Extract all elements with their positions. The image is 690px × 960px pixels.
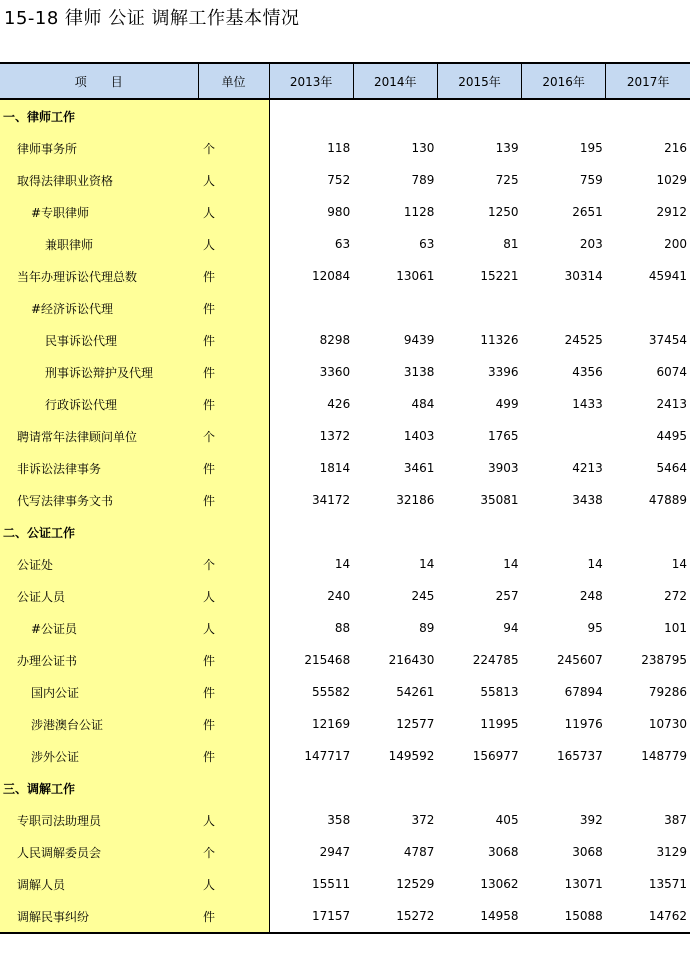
row-label: 涉港澳台公证 <box>0 708 198 740</box>
value-cell: 272 <box>664 589 687 603</box>
value-cell: 426 <box>327 397 351 411</box>
value-cell: 101 <box>664 621 687 635</box>
value-cell: 405 <box>495 813 519 827</box>
value-cell: 1029 <box>656 173 687 187</box>
table-row <box>0 420 690 452</box>
value-cell: 203 <box>579 237 603 251</box>
value-cell: 9439 <box>403 333 435 347</box>
unit-cell: 件 <box>198 452 269 484</box>
value-cell: 15272 <box>353 900 437 933</box>
value-cell: 4495 <box>656 429 687 443</box>
value-cell: 12529 <box>396 877 435 891</box>
value-cell: 11976 <box>564 717 603 731</box>
header-unit: 单位 <box>198 63 269 99</box>
row-label: 民事诉讼代理 <box>0 324 198 356</box>
unit-cell: 人 <box>198 804 269 836</box>
value-cell: 14 <box>334 557 351 571</box>
value-cell: 63 <box>334 237 351 251</box>
row-label: 调解民事纠纷 <box>0 900 198 933</box>
value-cell <box>269 772 353 804</box>
unit-cell: 人 <box>198 612 269 644</box>
unit-cell <box>198 516 269 548</box>
value-cell: 88 <box>334 621 351 635</box>
value-cell: 3068 <box>488 845 519 859</box>
unit-cell: 件 <box>198 708 269 740</box>
value-cell: 13071 <box>564 877 603 891</box>
section-label: 二、公证工作 <box>0 516 198 548</box>
value-cell: 1433 <box>572 397 603 411</box>
row-label: 取得法律职业资格 <box>0 164 198 196</box>
value-cell: 752 <box>327 173 351 187</box>
value-cell <box>437 99 521 132</box>
value-cell: 13571 <box>648 877 687 891</box>
unit-cell: 件 <box>198 740 269 772</box>
value-cell: 147717 <box>304 749 351 763</box>
value-cell <box>353 516 437 548</box>
value-cell: 13061 <box>396 269 435 283</box>
value-cell: 5464 <box>656 461 687 475</box>
value-cell: 2947 <box>319 845 351 859</box>
value-cell <box>606 772 690 804</box>
table-row <box>0 580 690 612</box>
row-label: 代写法律事务文书 <box>0 484 198 516</box>
unit-cell: 件 <box>198 676 269 708</box>
value-cell: 3360 <box>319 365 351 379</box>
value-cell: 725 <box>495 173 519 187</box>
value-cell: 387 <box>664 813 687 827</box>
section-label: 一、律师工作 <box>0 99 198 132</box>
row-label: #公证员 <box>0 612 198 644</box>
value-cell <box>353 292 437 324</box>
section-row <box>0 772 690 804</box>
value-cell: 15511 <box>312 877 351 891</box>
value-cell: 2912 <box>656 205 687 219</box>
value-cell <box>353 99 437 132</box>
value-cell <box>522 516 606 548</box>
header-year-2013: 2013年 <box>269 63 353 99</box>
table-row <box>0 388 690 420</box>
value-cell: 12169 <box>312 717 351 731</box>
table-row <box>0 260 690 292</box>
header-year-2017: 2017年 <box>606 63 690 99</box>
value-cell: 499 <box>495 397 519 411</box>
value-cell: 24525 <box>564 333 603 347</box>
unit-cell: 件 <box>198 356 269 388</box>
value-cell <box>269 292 353 324</box>
unit-cell: 人 <box>198 196 269 228</box>
row-label: #专职律师 <box>0 196 198 228</box>
value-cell: 248 <box>579 589 603 603</box>
table-row <box>0 164 690 196</box>
unit-cell: 个 <box>198 420 269 452</box>
value-cell: 216 <box>664 141 687 155</box>
value-cell: 4356 <box>572 365 603 379</box>
value-cell: 372 <box>411 813 435 827</box>
value-cell: 12084 <box>312 269 351 283</box>
value-cell: 245 <box>411 589 435 603</box>
value-cell: 89 <box>419 621 435 635</box>
value-cell: 47889 <box>648 493 687 507</box>
value-cell <box>606 99 690 132</box>
unit-cell: 件 <box>198 292 269 324</box>
value-cell: 6074 <box>656 365 687 379</box>
value-cell: 3129 <box>656 845 687 859</box>
table-row <box>0 484 690 516</box>
unit-cell: 件 <box>198 484 269 516</box>
value-cell: 11326 <box>480 333 519 347</box>
value-cell: 1128 <box>403 205 435 219</box>
table-row <box>0 644 690 676</box>
value-cell <box>353 772 437 804</box>
value-cell: 63 <box>419 237 435 251</box>
page-title: 15-18 律师 公证 调解工作基本情况 <box>4 8 300 29</box>
value-cell <box>437 292 521 324</box>
value-cell <box>522 99 606 132</box>
unit-cell <box>198 772 269 804</box>
value-cell: 1250 <box>488 205 519 219</box>
header-item: 项 目 <box>0 63 198 99</box>
value-cell: 240 <box>327 589 351 603</box>
unit-cell <box>198 99 269 132</box>
row-label: 国内公证 <box>0 676 198 708</box>
unit-cell: 件 <box>198 644 269 676</box>
value-cell: 245607 <box>556 653 603 667</box>
value-cell <box>437 516 521 548</box>
value-cell <box>522 292 606 324</box>
stats-table <box>0 62 690 934</box>
value-cell: 1814 <box>319 461 351 475</box>
value-cell: 13062 <box>480 877 519 891</box>
unit-cell: 件 <box>198 260 269 292</box>
value-cell: 79286 <box>648 685 687 699</box>
table-row <box>0 548 690 580</box>
row-label: 公证处 <box>0 548 198 580</box>
table-row <box>0 676 690 708</box>
unit-cell: 人 <box>198 580 269 612</box>
value-cell: 35081 <box>480 493 519 507</box>
value-cell: 149592 <box>388 749 435 763</box>
value-cell: 55582 <box>312 685 351 699</box>
table-row <box>0 452 690 484</box>
value-cell: 34172 <box>312 493 351 507</box>
value-cell: 3438 <box>572 493 603 507</box>
unit-cell: 人 <box>198 228 269 260</box>
row-label: 人民调解委员会 <box>0 836 198 868</box>
value-cell: 216430 <box>388 653 435 667</box>
row-label: 刑事诉讼辩护及代理 <box>0 356 198 388</box>
value-cell: 14762 <box>606 900 690 933</box>
value-cell: 14958 <box>437 900 521 933</box>
value-cell: 980 <box>327 205 351 219</box>
value-cell <box>437 772 521 804</box>
value-cell <box>522 772 606 804</box>
value-cell: 17157 <box>269 900 353 933</box>
table-row <box>0 132 690 164</box>
value-cell: 257 <box>495 589 519 603</box>
value-cell: 238795 <box>641 653 687 667</box>
value-cell: 3461 <box>403 461 435 475</box>
value-cell <box>269 99 353 132</box>
value-cell: 37454 <box>648 333 687 347</box>
value-cell: 4213 <box>572 461 603 475</box>
row-label: 非诉讼法律事务 <box>0 452 198 484</box>
header-year-2016: 2016年 <box>522 63 606 99</box>
value-cell: 2413 <box>656 397 687 411</box>
row-label: 律师事务所 <box>0 132 198 164</box>
value-cell: 3138 <box>403 365 435 379</box>
value-cell: 12577 <box>396 717 435 731</box>
unit-cell: 个 <box>198 132 269 164</box>
value-cell <box>606 292 690 324</box>
value-cell: 55813 <box>480 685 519 699</box>
row-label: 聘请常年法律顾问单位 <box>0 420 198 452</box>
value-cell: 358 <box>327 813 351 827</box>
header-row <box>0 63 690 99</box>
value-cell: 156977 <box>472 749 519 763</box>
table-row <box>0 804 690 836</box>
value-cell: 3068 <box>572 845 603 859</box>
value-cell: 67894 <box>564 685 603 699</box>
section-label: 三、调解工作 <box>0 772 198 804</box>
value-cell: 2651 <box>572 205 603 219</box>
value-cell: 1403 <box>403 429 435 443</box>
value-cell: 14 <box>419 557 435 571</box>
value-cell: 392 <box>579 813 603 827</box>
value-cell: 224785 <box>472 653 519 667</box>
value-cell: 148779 <box>641 749 687 763</box>
section-row <box>0 516 690 548</box>
unit-cell: 人 <box>198 164 269 196</box>
value-cell: 94 <box>503 621 519 635</box>
table-row <box>0 324 690 356</box>
row-label: 专职司法助理员 <box>0 804 198 836</box>
unit-cell: 件 <box>198 388 269 420</box>
row-label: 行政诉讼代理 <box>0 388 198 420</box>
value-cell: 1372 <box>319 429 351 443</box>
table-row <box>0 740 690 772</box>
unit-cell: 人 <box>198 868 269 900</box>
header-year-2015: 2015年 <box>437 63 521 99</box>
table-row <box>0 900 690 933</box>
row-label: 涉外公证 <box>0 740 198 772</box>
value-cell: 759 <box>579 173 603 187</box>
value-cell: 81 <box>503 237 519 251</box>
value-cell: 15221 <box>480 269 519 283</box>
value-cell: 95 <box>587 621 603 635</box>
value-cell <box>269 516 353 548</box>
unit-cell: 件 <box>198 900 269 933</box>
header-year-2014: 2014年 <box>353 63 437 99</box>
value-cell: 139 <box>495 141 519 155</box>
value-cell <box>606 516 690 548</box>
row-label: 当年办理诉讼代理总数 <box>0 260 198 292</box>
section-row <box>0 99 690 132</box>
value-cell: 130 <box>411 141 435 155</box>
value-cell: 30314 <box>564 269 603 283</box>
value-cell: 10730 <box>648 717 687 731</box>
value-cell <box>522 420 606 452</box>
row-label: #经济诉讼代理 <box>0 292 198 324</box>
unit-cell: 件 <box>198 324 269 356</box>
table-row <box>0 228 690 260</box>
value-cell: 11995 <box>480 717 519 731</box>
value-cell: 789 <box>411 173 435 187</box>
table-row <box>0 356 690 388</box>
value-cell: 14 <box>671 557 687 571</box>
value-cell: 14 <box>587 557 603 571</box>
value-cell: 215468 <box>304 653 351 667</box>
table-row <box>0 292 690 324</box>
value-cell: 200 <box>664 237 687 251</box>
table-row <box>0 612 690 644</box>
value-cell: 15088 <box>522 900 606 933</box>
value-cell: 32186 <box>396 493 435 507</box>
value-cell: 54261 <box>396 685 435 699</box>
value-cell: 484 <box>411 397 435 411</box>
value-cell: 14 <box>503 557 519 571</box>
value-cell: 8298 <box>319 333 351 347</box>
row-label: 兼职律师 <box>0 228 198 260</box>
value-cell: 195 <box>579 141 603 155</box>
unit-cell: 个 <box>198 836 269 868</box>
table-row <box>0 196 690 228</box>
value-cell: 3396 <box>488 365 519 379</box>
value-cell: 118 <box>327 141 351 155</box>
value-cell: 45941 <box>648 269 687 283</box>
table-row <box>0 708 690 740</box>
value-cell: 1765 <box>488 429 519 443</box>
unit-cell: 个 <box>198 548 269 580</box>
table-row <box>0 836 690 868</box>
value-cell: 165737 <box>556 749 603 763</box>
value-cell: 4787 <box>403 845 435 859</box>
value-cell: 3903 <box>488 461 519 475</box>
row-label: 公证人员 <box>0 580 198 612</box>
table-row <box>0 868 690 900</box>
row-label: 办理公证书 <box>0 644 198 676</box>
row-label: 调解人员 <box>0 868 198 900</box>
